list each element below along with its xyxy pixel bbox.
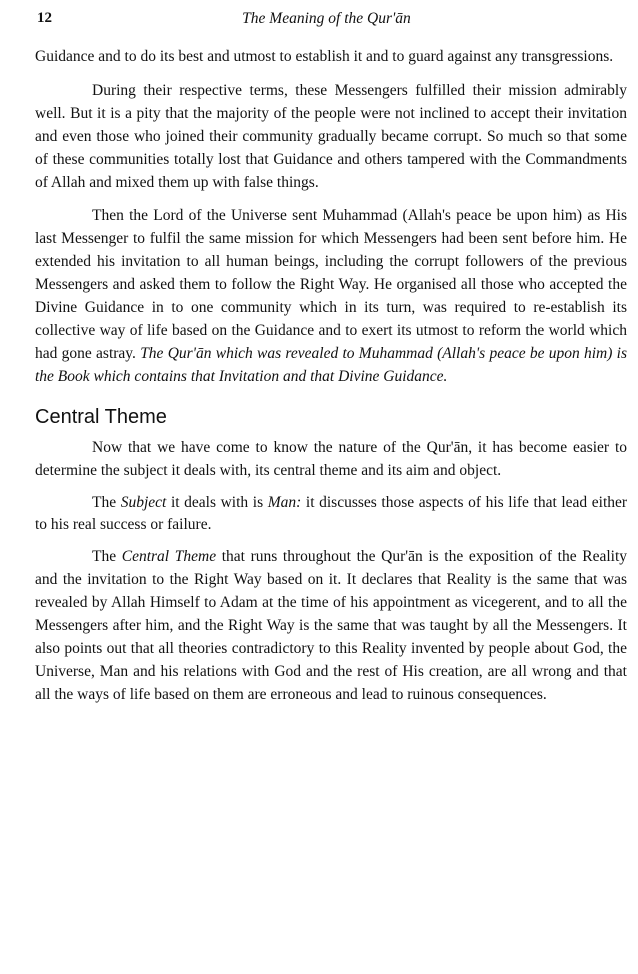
paragraph-text: Then the Lord of the Universe sent Muhammad (Allah's peace be upon him) as His last Messenger to fulfil the same mission for which Messengers had been sent before him. He extended his invitation to all human beings, including the corrupt followers of the previous Messengers and asked them to follow the Right Way. He organised all those who accepted the Divine Guidance in to one community which in its turn, was required to re-establish its collective way of life based on the Guidance and to exert its utmost to reform the world which had gone astray. bbox=[35, 207, 627, 362]
page-header bbox=[37, 10, 616, 38]
paragraph-subject bbox=[35, 492, 627, 538]
paragraph-continuation: Guidance and to do its best and utmost to establish it and to guard against any transgressions. bbox=[35, 48, 614, 65]
page-body bbox=[35, 46, 627, 707]
paragraph-nature: Now that we have come to know the nature of the Qur'ān, it has become easier to determine the subject it deals with, its central theme and its aim and object. bbox=[35, 438, 627, 479]
paragraph-text: The bbox=[92, 548, 117, 566]
paragraph-text: it deals with is bbox=[170, 493, 264, 511]
paragraph-last-messenger bbox=[35, 205, 627, 388]
running-title: The Meaning of the Qur'ān bbox=[242, 10, 411, 27]
italic-term-subject: Subject bbox=[120, 493, 167, 511]
paragraph-text: it discusses those aspects of his life that lead either to his real success or failure. bbox=[35, 493, 628, 534]
italic-term-man: Man: bbox=[267, 493, 302, 511]
paragraph-central-theme bbox=[35, 546, 627, 706]
italic-statement: The Qur'ān which was revealed to Muhammad (Allah's peace be upon him) is the Book which contains that Invitation and that Divine Guidance. bbox=[35, 344, 628, 385]
section-heading: Central Theme bbox=[35, 405, 167, 428]
paragraph-text: that runs throughout the Qur'ān is the exposition of the Reality and the invitation to the Right Way based on it. It declares that Reality is the same that was revealed by Allah Himself to Adam at the time of his appointment as vicegerent, and to all the Messengers after him, and the Right Way is the same that was taught by all the Messengers. It also points out that all theories contradictory to this Reality invented by people about God, the Universe, Man and his relations with God and the rest of His creation, are all wrong and that all the ways of life based on them are erroneous and lead to ruinous consequences. bbox=[35, 548, 627, 703]
paragraph-messengers-terms: During their respective terms, these Messengers fulfilled their mission admirably well. But it is a pity that the majority of the people were not inclined to accept their invitation and even those who joined their community gradually became corrupt. So much so that some of these communities totally lost that Guidance and others tampered with the Commandments of Allah and mixed them up with false things. bbox=[35, 81, 627, 191]
italic-term-central-theme: Central Theme bbox=[121, 548, 217, 566]
page-number: 12 bbox=[37, 10, 52, 26]
paragraph-text: The bbox=[92, 493, 117, 511]
